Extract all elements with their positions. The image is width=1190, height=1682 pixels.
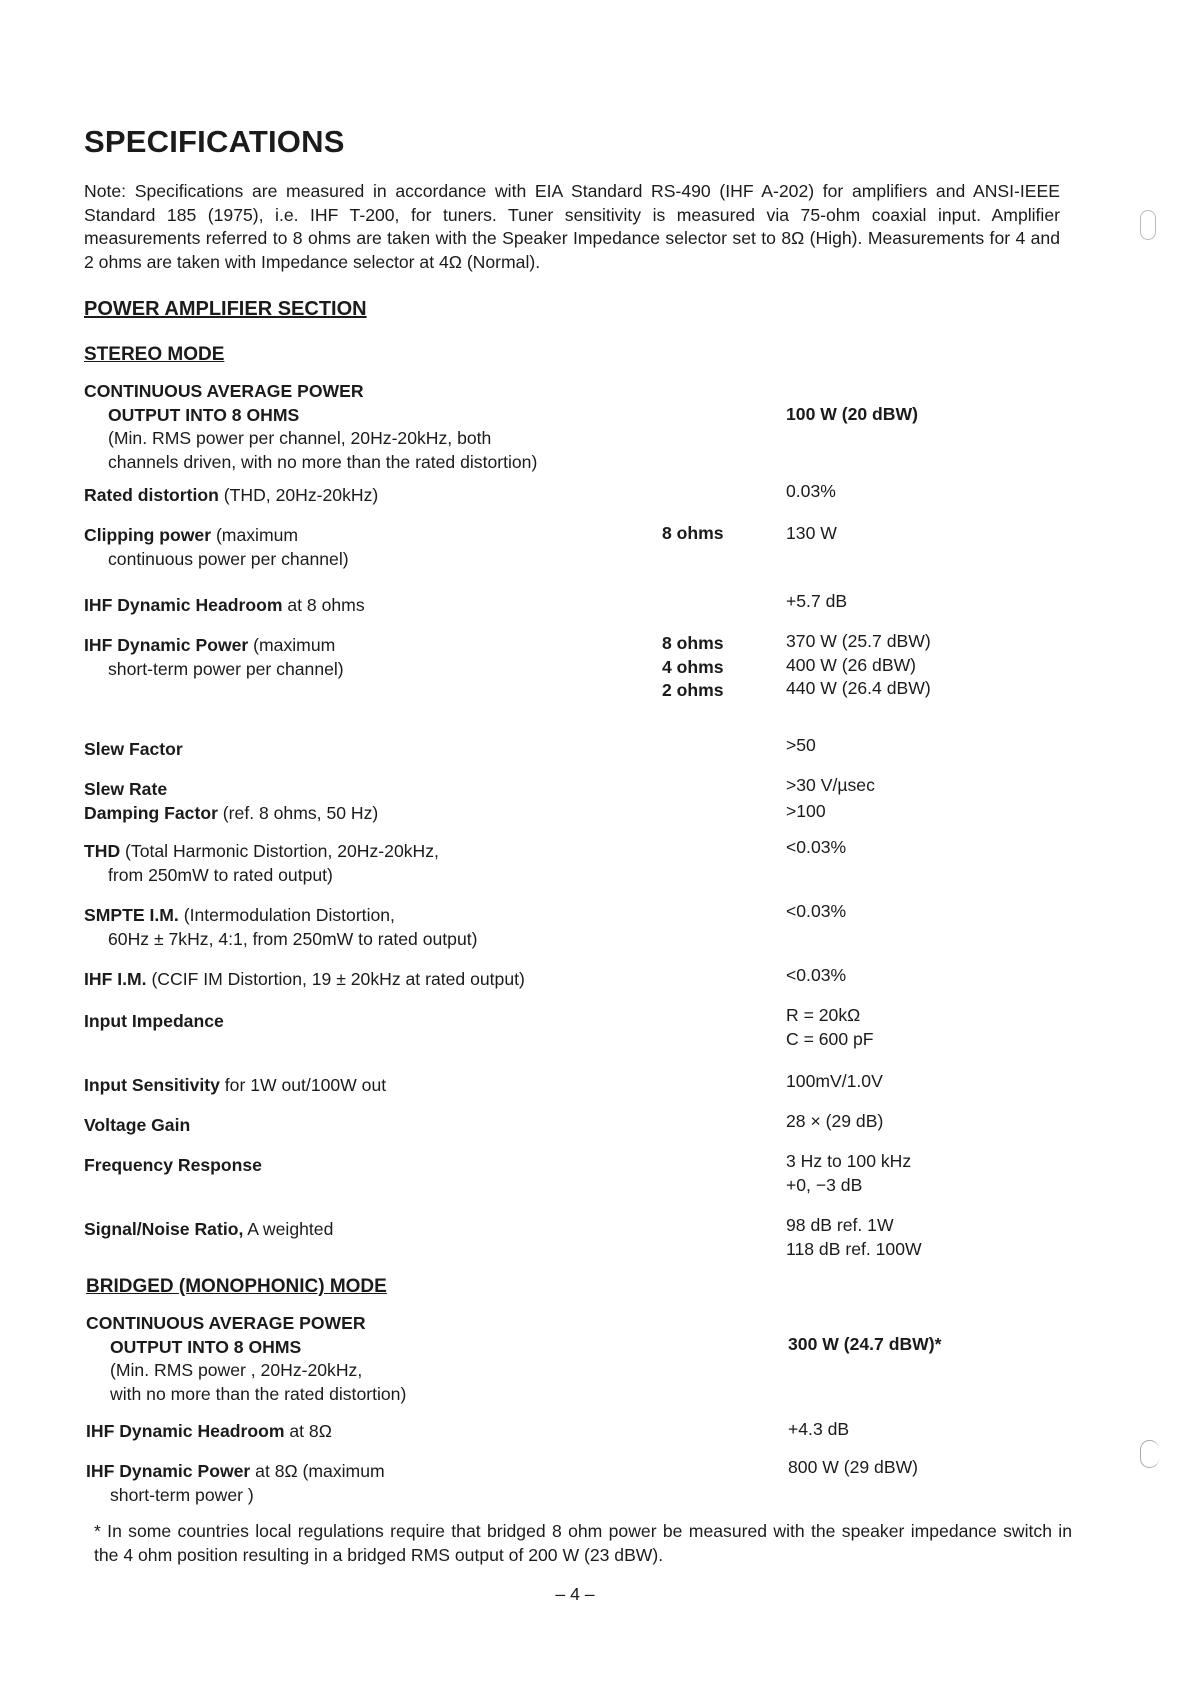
spec-description: (Min. RMS power per channel, 20Hz-20kHz, both: [108, 428, 492, 448]
spec-value: 400 W (26 dBW): [786, 654, 917, 675]
spec-description: from 250mW to rated output): [108, 864, 333, 885]
spec-value: >50: [786, 735, 816, 755]
spec-label: IHF Dynamic Headroom: [86, 1421, 285, 1441]
spec-description: (THD, 20Hz-20kHz): [218, 485, 379, 505]
spec-value: C = 600 pF: [786, 1028, 874, 1049]
spec-description: (maximum: [211, 525, 299, 545]
spec-description: (ref. 8 ohms, 50 Hz): [217, 803, 379, 823]
spec-value: +0, −3 dB: [786, 1174, 863, 1195]
spec-value: +5.7 dB: [786, 591, 848, 611]
footnote: * In some countries local regulations require that bridged 8 ohm power be measured with the speaker impedance switch in the 4 ohm position resulting in a bridged RMS output of 200 W (23 dBW).: [94, 1521, 1072, 1565]
spec-value: 98 dB ref. 1W: [786, 1215, 894, 1235]
spec-description: for 1W out/100W out: [219, 1075, 387, 1095]
spec-description: (Min. RMS power , 20Hz-20kHz,: [110, 1360, 363, 1380]
bridged-mode-heading: BRIDGED (MONOPHONIC) MODE: [86, 1276, 387, 1297]
spec-value: R = 20kΩ: [786, 1005, 861, 1025]
power-amplifier-section-heading: POWER AMPLIFIER SECTION: [84, 298, 367, 320]
spec-value: 800 W (29 dBW): [788, 1457, 919, 1477]
spec-description: A weighted: [243, 1219, 334, 1239]
spec-description: (Intermodulation Distortion,: [178, 905, 395, 925]
spec-value: <0.03%: [786, 965, 847, 985]
spec-label: IHF Dynamic Power: [86, 1461, 251, 1481]
spec-value: >30 V/µsec: [786, 775, 875, 795]
spec-label: IHF I.M.: [84, 969, 147, 989]
spec-value: 440 W (26.4 dBW): [786, 678, 931, 698]
spec-value: >100: [786, 801, 826, 821]
spec-description: channels driven, with no more than the rated distortion): [108, 451, 538, 472]
spec-description: with no more than the rated distortion): [110, 1383, 407, 1404]
spec-description: 60Hz ± 7kHz, 4:1, from 250mW to rated output): [108, 928, 478, 949]
spec-value: 300 W (24.7 dBW)*: [788, 1334, 942, 1354]
spec-value: 28 × (29 dB): [786, 1111, 884, 1131]
spec-label: SMPTE I.M.: [84, 905, 179, 925]
spec-value: 0.03%: [786, 481, 836, 501]
spec-label: Frequency Response: [84, 1155, 262, 1175]
spec-label: OUTPUT INTO 8 OHMS: [110, 1336, 302, 1357]
spec-label: THD: [84, 841, 121, 861]
spec-value: 130 W: [786, 523, 837, 543]
spec-value: 100 W (20 dBW): [786, 404, 918, 424]
stereo-mode-heading: STEREO MODE: [84, 344, 225, 365]
spec-description: continuous power per channel): [108, 548, 349, 569]
spec-label: Rated distortion: [84, 485, 219, 505]
spec-load: 4 ohms: [662, 656, 724, 677]
spec-value: 100mV/1.0V: [786, 1071, 883, 1091]
spec-value: 3 Hz to 100 kHz: [786, 1151, 912, 1171]
spec-value: 370 W (25.7 dBW): [786, 631, 931, 651]
page-title: SPECIFICATIONS: [84, 124, 345, 159]
spec-label: Input Impedance: [84, 1011, 224, 1031]
scan-artifact: [1140, 210, 1156, 240]
scan-artifact: [1140, 1440, 1159, 1468]
spec-value: <0.03%: [786, 837, 847, 857]
spec-label: IHF Dynamic Power: [84, 635, 249, 655]
spec-load: 2 ohms: [662, 680, 724, 700]
spec-label: Slew Factor: [84, 739, 183, 759]
spec-label: IHF Dynamic Headroom: [84, 595, 283, 615]
spec-description: (maximum: [248, 635, 336, 655]
spec-value: <0.03%: [786, 901, 847, 921]
spec-description: at 8 ohms: [282, 595, 365, 615]
page-number: – 4 –: [555, 1584, 595, 1604]
spec-label: CONTINUOUS AVERAGE POWER: [84, 381, 364, 401]
spec-label: CONTINUOUS AVERAGE POWER: [86, 1313, 366, 1333]
spec-load: 8 ohms: [662, 523, 724, 543]
spec-label: Slew Rate: [84, 779, 168, 799]
spec-label: Voltage Gain: [84, 1115, 191, 1135]
spec-label: Clipping power: [84, 525, 212, 545]
spec-label: Input Sensitivity: [84, 1075, 220, 1095]
spec-description: short-term power ): [110, 1484, 254, 1505]
spec-label: Signal/Noise Ratio,: [84, 1219, 244, 1239]
spec-description: at 8Ω: [284, 1421, 332, 1441]
spec-description: (Total Harmonic Distortion, 20Hz-20kHz,: [120, 841, 439, 861]
spec-load: 8 ohms: [662, 633, 724, 653]
spec-value: +4.3 dB: [788, 1419, 850, 1439]
spec-description: at 8Ω (maximum: [250, 1461, 385, 1481]
spec-description: (CCIF IM Distortion, 19 ± 20kHz at rated output): [146, 969, 525, 989]
spec-label: Damping Factor: [84, 803, 218, 823]
spec-value: 118 dB ref. 100W: [786, 1238, 922, 1259]
spec-description: short-term power per channel): [108, 658, 344, 679]
spec-label: OUTPUT INTO 8 OHMS: [108, 404, 300, 425]
specifications-note: Note: Specifications are measured in accordance with EIA Standard RS-490 (IHF A-202) for amplifiers and ANSI-IEEE Standard 185 (1975), i.e. IHF T-200, for tuners. Tuner sensitivity is measured via 75-ohm coaxial input. Amplifier measurements referred to 8 ohms are taken with the Speaker Impedance selector set to 8Ω (High). Measurements for 4 and 2 ohms are taken with Impedance selector at 4Ω (Normal).: [84, 181, 1060, 272]
